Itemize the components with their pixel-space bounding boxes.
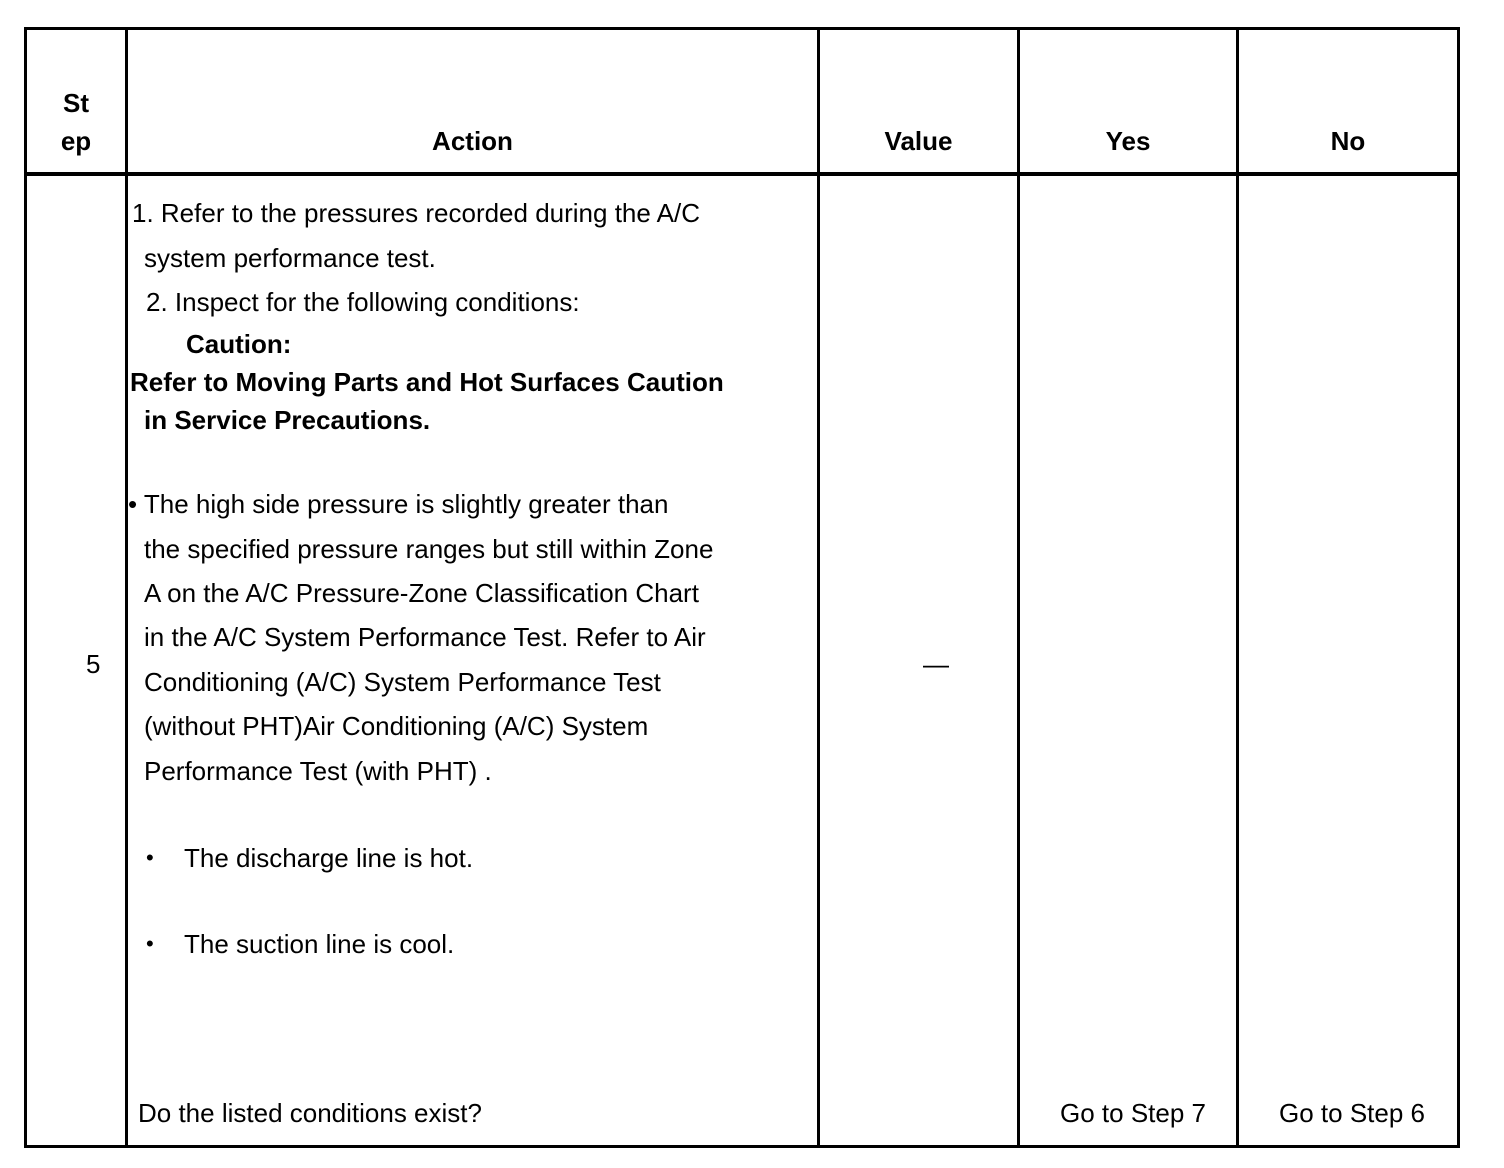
bullet-2: The discharge line is hot. [184, 843, 474, 873]
bullet-1-line-5: Conditioning (A/C) System Performance Test [144, 667, 661, 697]
column-divider-action [817, 27, 820, 1148]
value-cell: — [923, 649, 949, 679]
bullet-3-marker: • [146, 931, 154, 956]
header-divider [24, 172, 1460, 176]
column-divider-value [1017, 27, 1020, 1148]
step-number: 5 [86, 649, 101, 679]
header-value: Value [884, 126, 953, 156]
bullet-1-line-2: the specified pressure ranges but still within Zone [144, 534, 714, 564]
header-no: No [1330, 126, 1366, 156]
no-cell: Go to Step 6 [1279, 1098, 1425, 1128]
action-question: Do the listed conditions exist? [138, 1098, 482, 1128]
yes-cell: Go to Step 7 [1060, 1098, 1206, 1128]
caution-line-2: in Service Precautions. [144, 405, 431, 435]
bullet-2-marker: • [146, 845, 154, 870]
caution-line-1: Refer to Moving Parts and Hot Surfaces Caution [130, 367, 724, 397]
bullet-3: The suction line is cool. [184, 929, 455, 959]
column-divider-yes [1236, 27, 1239, 1148]
action-item-1-line-1: 1. Refer to the pressures recorded during the A/C [132, 198, 700, 228]
header-step [27, 84, 125, 160]
column-divider-step [125, 27, 128, 1148]
bullet-1-line-7: Performance Test (with PHT) . [144, 756, 492, 786]
header-action: Action [432, 126, 513, 156]
bullet-1-line-3: A on the A/C Pressure-Zone Classification Chart [144, 578, 699, 608]
header-step-line1: St [63, 88, 89, 118]
header-step-line2: ep [60, 126, 92, 156]
action-item-2: 2. Inspect for the following conditions: [146, 287, 580, 317]
bullet-1-line-4: in the A/C System Performance Test. Refer to Air [144, 622, 706, 652]
header-yes: Yes [1105, 126, 1151, 156]
bullet-1-line-6: (without PHT)Air Conditioning (A/C) System [144, 711, 649, 741]
bullet-1-line-1: • The high side pressure is slightly greater than [128, 489, 669, 519]
caution-label: Caution: [186, 329, 292, 359]
action-item-1-line-2: system performance test. [144, 243, 436, 273]
